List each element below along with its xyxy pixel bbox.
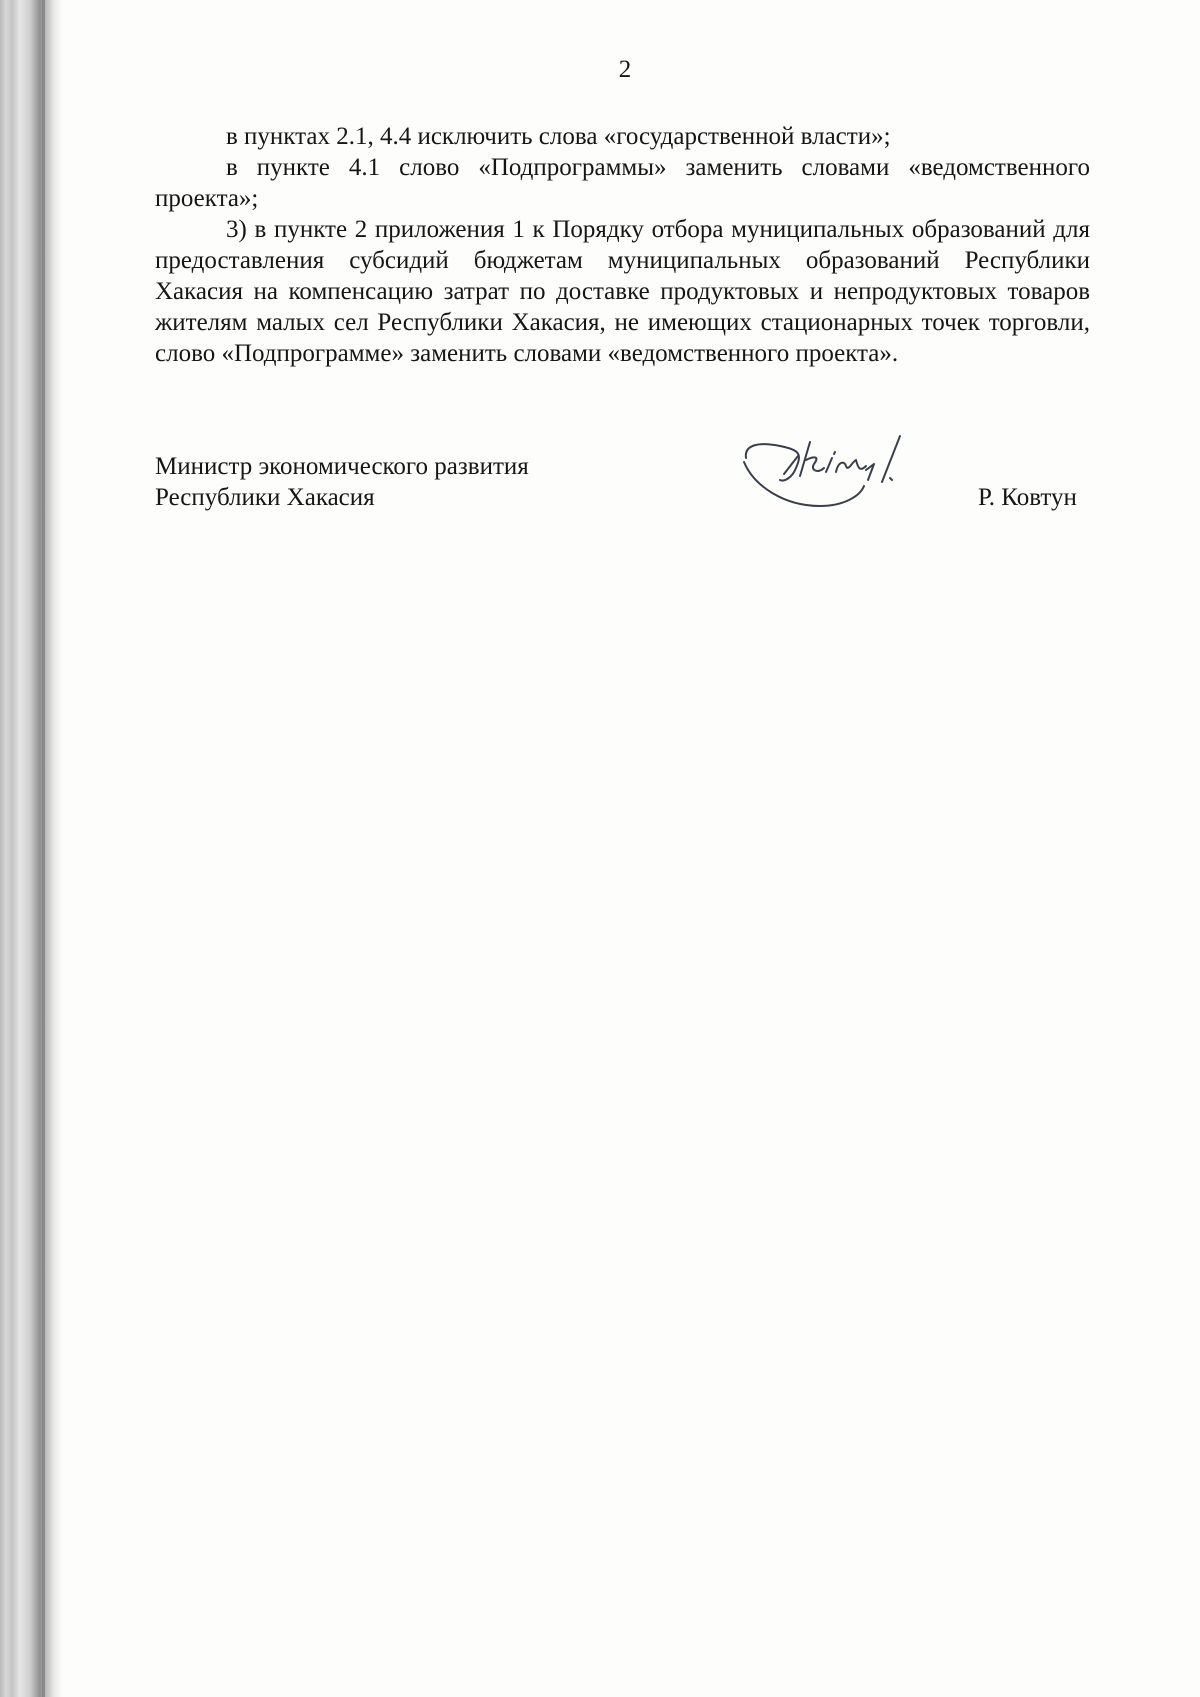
signatory-name: Р. Ковтун <box>978 484 1077 511</box>
scan-binding-line <box>42 0 45 1697</box>
page-number: 2 <box>618 56 632 83</box>
signatory-title-line-2: Республики Хакасия <box>155 484 375 511</box>
scan-binding-edge <box>0 0 62 1697</box>
paragraph-2: в пункте 4.1 слово «Подпрограммы» заменить словами «ведомственного проекта»; <box>155 154 1090 212</box>
paragraph-1: в пунктах 2.1, 4.4 исключить слова «государственной власти»; <box>226 123 891 150</box>
signatory-title-line-1: Министр экономического развития <box>155 453 529 480</box>
paragraph-3: 3) в пункте 2 приложения 1 к Порядку отбора муниципальных образований для предоставления субсидий бюджетам муниципальных образований Республики Хакасия на компенсацию затрат по доставке продуктовых и непродуктовых товаров жителям малых сел Республики Хакасия, не имеющих стационарных точек торговли, слово «Подпрограмме» заменить словами «ведомственного проекта». <box>155 216 1090 367</box>
document-body <box>155 121 1090 369</box>
signatory-title <box>155 451 529 513</box>
handwritten-signature <box>740 434 910 530</box>
